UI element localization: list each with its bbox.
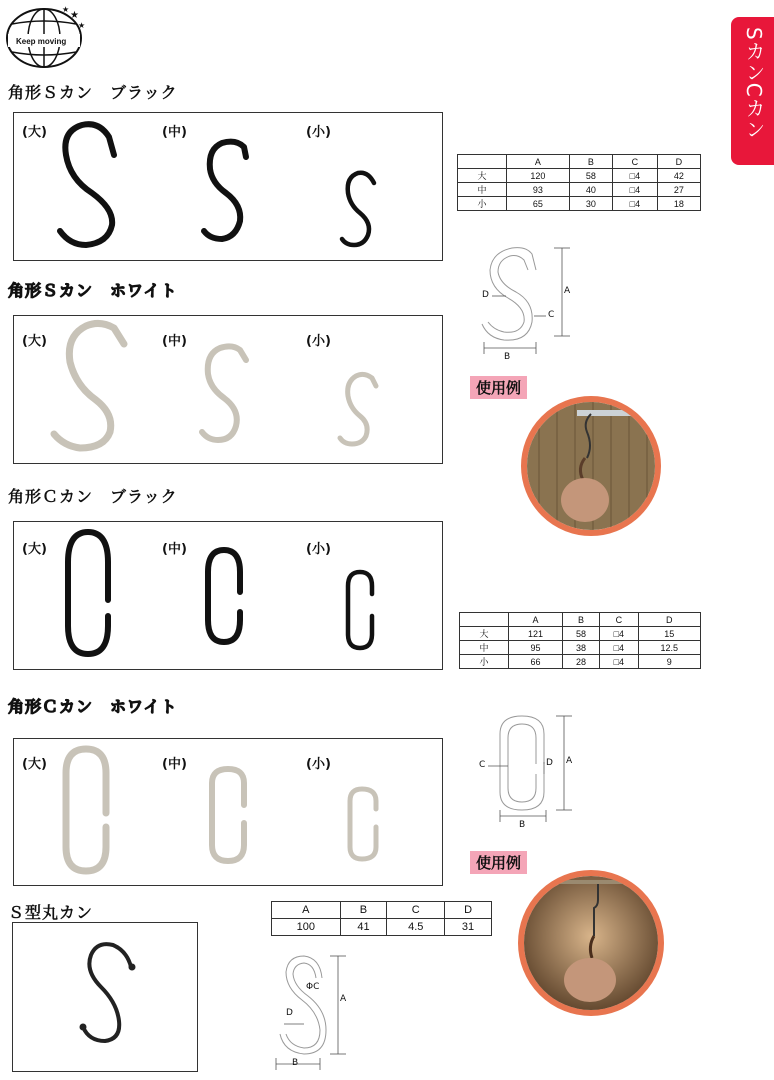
s-hooks-black-image — [14, 113, 442, 260]
s-white-image-box — [13, 315, 443, 464]
section-title-c-white: 角形Ｃカン ホワイト — [8, 697, 178, 716]
table-cell: C — [600, 613, 639, 627]
svg-text:★: ★ — [70, 10, 79, 21]
table-cell: 中 — [458, 183, 507, 197]
usage-photo-image — [527, 402, 655, 530]
size-label-large: (大) — [22, 542, 47, 557]
size-label-medium: (中) — [162, 757, 187, 772]
diagram-label-d: D — [482, 290, 489, 300]
table-row — [272, 919, 492, 936]
table-cell: 65 — [507, 197, 570, 211]
table-cell — [460, 613, 509, 627]
usage-photo-s-hook — [521, 396, 661, 536]
diagram-label-b: B — [504, 352, 511, 362]
diagram-label-b: B — [519, 820, 526, 830]
table-row — [458, 169, 701, 183]
c-black-image-box — [13, 521, 443, 670]
table-row — [460, 641, 701, 655]
table-cell: D — [638, 613, 700, 627]
c-dimension-diagram — [476, 712, 576, 832]
table-cell: 大 — [458, 169, 507, 183]
diagram-label-b: B — [292, 1058, 299, 1068]
table-cell: B — [569, 155, 612, 169]
table-cell: 31 — [445, 919, 492, 936]
s-round-dimension-diagram — [270, 950, 356, 1074]
table-cell: 41 — [340, 919, 387, 936]
size-label-small: (小) — [306, 125, 331, 140]
table-cell: 121 — [509, 627, 563, 641]
svg-text:★: ★ — [62, 5, 70, 14]
table-cell: □4 — [612, 197, 657, 211]
size-label-medium: (中) — [162, 334, 187, 349]
diagram-label-d: D — [286, 1008, 293, 1018]
table-row — [460, 627, 701, 641]
table-cell: 小 — [460, 655, 509, 669]
c-hook-outline — [476, 712, 576, 832]
table-cell: D — [445, 902, 492, 919]
c-white-image-box — [13, 738, 443, 886]
size-label-medium: (中) — [162, 125, 187, 140]
table-row — [458, 183, 701, 197]
table-header-row — [460, 613, 701, 627]
s-round-hook-image — [13, 923, 197, 1071]
table-cell: 40 — [569, 183, 612, 197]
size-label-large: (大) — [22, 125, 47, 140]
size-label-small: (小) — [306, 542, 331, 557]
s-hooks-white-image — [14, 316, 442, 463]
s-black-image-box — [13, 112, 443, 261]
diagram-label-a: A — [564, 286, 571, 296]
table-cell: □4 — [612, 183, 657, 197]
table-cell: □4 — [600, 655, 639, 669]
side-tab-label: SカンCカン — [742, 27, 766, 140]
table-header-row — [458, 155, 701, 169]
s-round-hook-outline — [270, 950, 356, 1074]
usage-label: 使用例 — [470, 376, 527, 399]
s-hook-outline — [478, 244, 578, 364]
table-cell: 小 — [458, 197, 507, 211]
table-cell: D — [657, 155, 700, 169]
size-label-small: (小) — [306, 334, 331, 349]
c-spec-table — [459, 612, 701, 669]
table-cell: 15 — [638, 627, 700, 641]
table-cell: 4.5 — [387, 919, 445, 936]
table-cell: A — [507, 155, 570, 169]
table-cell: 66 — [509, 655, 563, 669]
s-spec-table — [457, 154, 701, 211]
diagram-label-a: A — [340, 994, 347, 1004]
round-spec-table — [271, 901, 492, 936]
section-title-s-round: Ｓ型丸カン — [8, 903, 94, 922]
table-cell: 100 — [272, 919, 341, 936]
diagram-label-phi-c: ΦC — [306, 982, 320, 992]
table-cell: 27 — [657, 183, 700, 197]
size-label-medium: (中) — [162, 542, 187, 557]
table-cell: □4 — [612, 169, 657, 183]
usage-photo-c-hook — [518, 870, 664, 1016]
table-cell: A — [272, 902, 341, 919]
usage-photo-image — [524, 876, 658, 1010]
diagram-label-d: D — [546, 758, 553, 768]
table-cell: B — [562, 613, 599, 627]
table-cell: 大 — [460, 627, 509, 641]
section-title-s-white: 角形Ｓカン ホワイト — [8, 281, 178, 300]
svg-text:★: ★ — [78, 21, 86, 30]
diagram-label-c: C — [479, 760, 486, 770]
section-title-s-black: 角形Ｓカン ブラック — [8, 83, 178, 102]
logo — [4, 4, 90, 70]
table-cell: 93 — [507, 183, 570, 197]
table-cell: 95 — [509, 641, 563, 655]
table-cell: □4 — [600, 641, 639, 655]
table-cell: 中 — [460, 641, 509, 655]
c-hooks-white-image — [14, 739, 442, 885]
table-cell: 28 — [562, 655, 599, 669]
table-cell: B — [340, 902, 387, 919]
s-dimension-diagram — [478, 244, 578, 364]
table-cell: 120 — [507, 169, 570, 183]
size-label-large: (大) — [22, 334, 47, 349]
table-cell: C — [387, 902, 445, 919]
section-title-c-black: 角形Ｃカン ブラック — [8, 487, 178, 506]
size-label-small: (小) — [306, 757, 331, 772]
table-cell: □4 — [600, 627, 639, 641]
table-cell: 58 — [562, 627, 599, 641]
table-cell: 38 — [562, 641, 599, 655]
diagram-label-c: C — [548, 310, 555, 320]
table-cell: 18 — [657, 197, 700, 211]
c-hooks-black-image — [14, 522, 442, 669]
table-row — [460, 655, 701, 669]
table-cell: 9 — [638, 655, 700, 669]
side-tab — [731, 17, 774, 165]
usage-label: 使用例 — [470, 851, 527, 874]
table-cell — [458, 155, 507, 169]
s-round-image-box — [12, 922, 198, 1072]
diagram-label-a: A — [566, 756, 573, 766]
logo-text: Keep moving — [16, 37, 67, 46]
table-cell: 58 — [569, 169, 612, 183]
size-label-large: (大) — [22, 757, 47, 772]
table-cell: 42 — [657, 169, 700, 183]
table-row — [458, 197, 701, 211]
table-header-row — [272, 902, 492, 919]
table-cell: C — [612, 155, 657, 169]
table-cell: A — [509, 613, 563, 627]
table-cell: 30 — [569, 197, 612, 211]
table-cell: 12.5 — [638, 641, 700, 655]
